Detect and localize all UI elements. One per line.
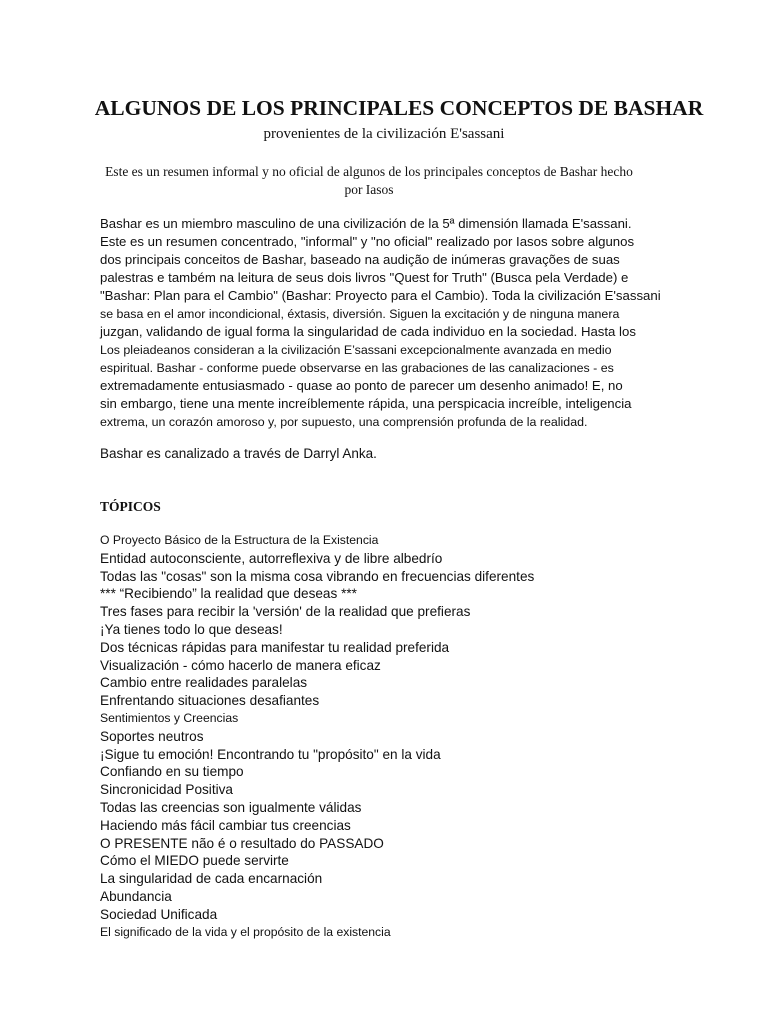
topic-item: La singularidad de cada encarnación: [100, 871, 323, 887]
intro-line: por Iasos: [344, 182, 394, 197]
bio-paragraph: [100, 215, 690, 431]
channel-text: Bashar es canalizado a través de Darryl Anka.: [100, 446, 377, 461]
topic-item: Sociedad Unificada: [100, 906, 218, 922]
topic-item: Cambio entre realidades paralelas: [100, 675, 308, 691]
topic-item: Visualización - cómo hacerlo de manera eficaz: [100, 657, 381, 673]
topic-item: Tres fases para recibir la 'versión' de la realidad que prefieras: [100, 604, 471, 620]
bio-line: dos principais conceitos de Bashar, baseado na audição de inúmeras gravações de suas: [100, 252, 620, 267]
bio-line: juzgan, validando de igual forma la singularidad de cada individuo en la sociedad. Hasta los: [100, 324, 636, 339]
topic-item: Todas las creencias son igualmente válidas: [100, 799, 362, 815]
topic-item: ¡Sigue tu emoción! Encontrando tu "propósito" en la vida: [100, 746, 441, 762]
bio-line: sin embargo, tiene una mente increíblemente rápida, una perspicacia increíble, inteligencia: [100, 396, 632, 411]
topic-item: Confiando en su tiempo: [100, 764, 244, 780]
document-subtitle: provenientes de la civilización E'sassani: [263, 126, 505, 142]
intro-line: Este es un resumen informal y no oficial de algunos de los principales conceptos de Bashar hecho: [105, 164, 633, 179]
topic-item: Sincronicidad Positiva: [100, 782, 233, 798]
bio-line: extremadamente entusiasmado - quase ao ponto de parecer um desenho animado! E, no: [100, 378, 623, 393]
bio-line: se basa en el amor incondicional, éxtasis, diversión. Siguen la excitación y de ninguna manera: [100, 307, 620, 321]
topic-item: O Proyecto Básico de la Estructura de la Existencia: [100, 533, 379, 547]
topic-item: Entidad autoconsciente, autorreflexiva y de libre albedrío: [100, 550, 443, 566]
intro-paragraph: [104, 163, 634, 199]
bio-line: "Bashar: Plan para el Cambio" (Bashar: Proyecto para el Cambio). Toda la civilización E'sassani: [100, 288, 661, 303]
topic-item: Abundancia: [100, 888, 172, 904]
topic-item: Haciendo más fácil cambiar tus creencias: [100, 817, 351, 833]
topics-heading: TÓPICOS: [100, 499, 161, 514]
topics-list: [100, 532, 700, 941]
bio-line: extrema, un corazón amoroso y, por supuesto, una comprensión profunda de la realidad.: [100, 415, 588, 429]
topic-item: ¡Ya tienes todo lo que deseas!: [100, 621, 283, 637]
bio-line: espiritual. Bashar - conforme puede observarse en las grabaciones de las canalizaciones - es: [100, 361, 614, 375]
bio-line: palestras e também na leitura de seus dois livros "Quest for Truth" (Busca pela Verdade) e: [100, 270, 629, 285]
topic-item: Dos técnicas rápidas para manifestar tu realidad preferida: [100, 639, 450, 655]
topic-item: Soportes neutros: [100, 728, 204, 744]
topic-item: Todas las "cosas" son la misma cosa vibrando en frecuencias diferentes: [100, 568, 535, 584]
document-title: ALGUNOS DE LOS PRINCIPALES CONCEPTOS DE BASHAR: [94, 96, 704, 120]
topic-item: Cómo el MIEDO puede servirte: [100, 853, 289, 869]
topic-item: Sentimientos y Creencias: [100, 710, 239, 725]
bio-line: Bashar es un miembro masculino de una civilización de la 5ª dimensión llamada E'sassani.: [100, 216, 632, 231]
topic-item: Enfrentando situaciones desafiantes: [100, 693, 320, 709]
topic-item: El significado de la vida y el propósito de la existencia: [100, 924, 391, 939]
bio-line: Este es un resumen concentrado, "informal" y "no oficial" realizado por Iasos sobre algunos: [100, 234, 635, 249]
topic-item: *** “Recibiendo” la realidad que deseas ***: [100, 586, 357, 602]
bio-line: Los pleiadeanos consideran a la civilización E’sassani excepcionalmente avanzada en medio: [100, 343, 612, 357]
topic-item: O PRESENTE não é o resultado do PASSADO: [100, 835, 384, 851]
